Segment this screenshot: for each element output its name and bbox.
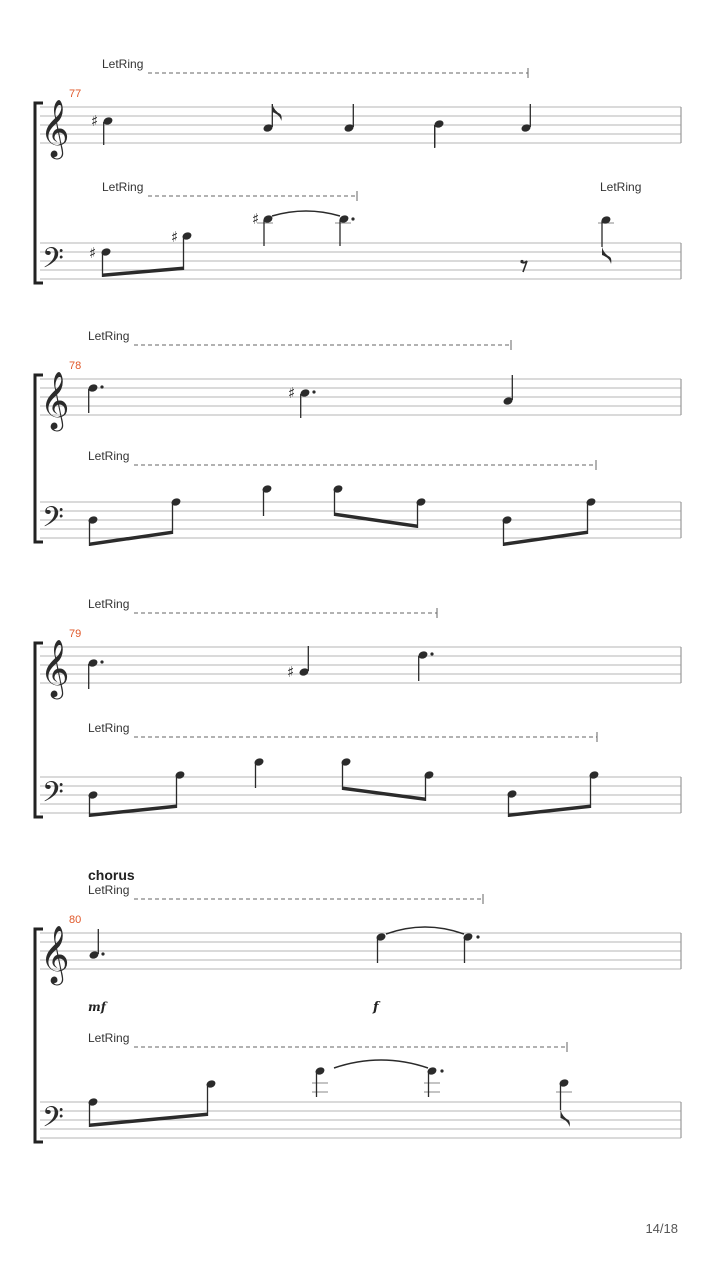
beam bbox=[343, 787, 426, 802]
letring-bass-right: LetRing bbox=[600, 180, 642, 194]
letring-treble: LetRing bbox=[88, 597, 130, 611]
beam bbox=[509, 805, 591, 818]
beam bbox=[90, 805, 177, 818]
letring-bass: LetRing bbox=[88, 1031, 130, 1045]
letring-treble: LetRing bbox=[88, 883, 130, 897]
augmentation-dot bbox=[101, 952, 104, 955]
dynamic-mf: mf bbox=[88, 1000, 106, 1014]
measure-number: 80 bbox=[69, 914, 82, 926]
bass-clef-icon: 𝄢 bbox=[42, 501, 64, 541]
bass-clef-icon: 𝄢 bbox=[42, 776, 64, 816]
augmentation-dot bbox=[440, 1069, 443, 1072]
page-number: 14/18 bbox=[645, 1221, 678, 1236]
treble-staff bbox=[40, 647, 681, 683]
tie bbox=[334, 1060, 428, 1068]
section-label-chorus: chorus bbox=[88, 867, 135, 883]
letring-treble: LetRing bbox=[88, 329, 130, 343]
eighth-flag bbox=[561, 1110, 570, 1127]
sharp-accidental: ♯ bbox=[288, 384, 296, 402]
augmentation-dot bbox=[430, 652, 433, 655]
tie bbox=[272, 211, 340, 216]
beam bbox=[103, 267, 184, 278]
augmentation-dot bbox=[312, 390, 315, 393]
treble-staff bbox=[40, 107, 681, 143]
sharp-accidental: ♯ bbox=[91, 112, 99, 130]
letring-bass: LetRing bbox=[88, 449, 130, 463]
sharp-accidental: ♯ bbox=[89, 244, 97, 262]
sharp-accidental: ♯ bbox=[252, 210, 260, 228]
measure-number: 78 bbox=[69, 360, 82, 372]
sharp-accidental: ♯ bbox=[171, 228, 179, 246]
measure-number: 79 bbox=[69, 628, 82, 640]
measure-number: 77 bbox=[69, 88, 82, 100]
augmentation-dot bbox=[351, 217, 354, 220]
augmentation-dot bbox=[100, 660, 103, 663]
letring-treble: LetRing bbox=[102, 57, 144, 71]
treble-staff bbox=[40, 379, 681, 415]
augmentation-dot bbox=[476, 935, 479, 938]
treble-clef-icon: 𝄞 bbox=[40, 639, 70, 697]
eighth-rest bbox=[520, 260, 523, 263]
letring-bass: LetRing bbox=[102, 180, 144, 194]
dynamic-f: f bbox=[373, 1000, 379, 1015]
bass-clef-icon: 𝄢 bbox=[42, 242, 64, 282]
treble-staff bbox=[40, 933, 681, 969]
treble-clef-icon: 𝄞 bbox=[40, 371, 70, 429]
augmentation-dot bbox=[100, 385, 103, 388]
treble-clef-icon: 𝄞 bbox=[40, 99, 70, 157]
treble-clef-icon: 𝄞 bbox=[40, 925, 70, 983]
bass-clef-icon: 𝄢 bbox=[42, 1101, 64, 1141]
letring-bass: LetRing bbox=[88, 721, 130, 735]
sharp-accidental: ♯ bbox=[287, 663, 295, 681]
